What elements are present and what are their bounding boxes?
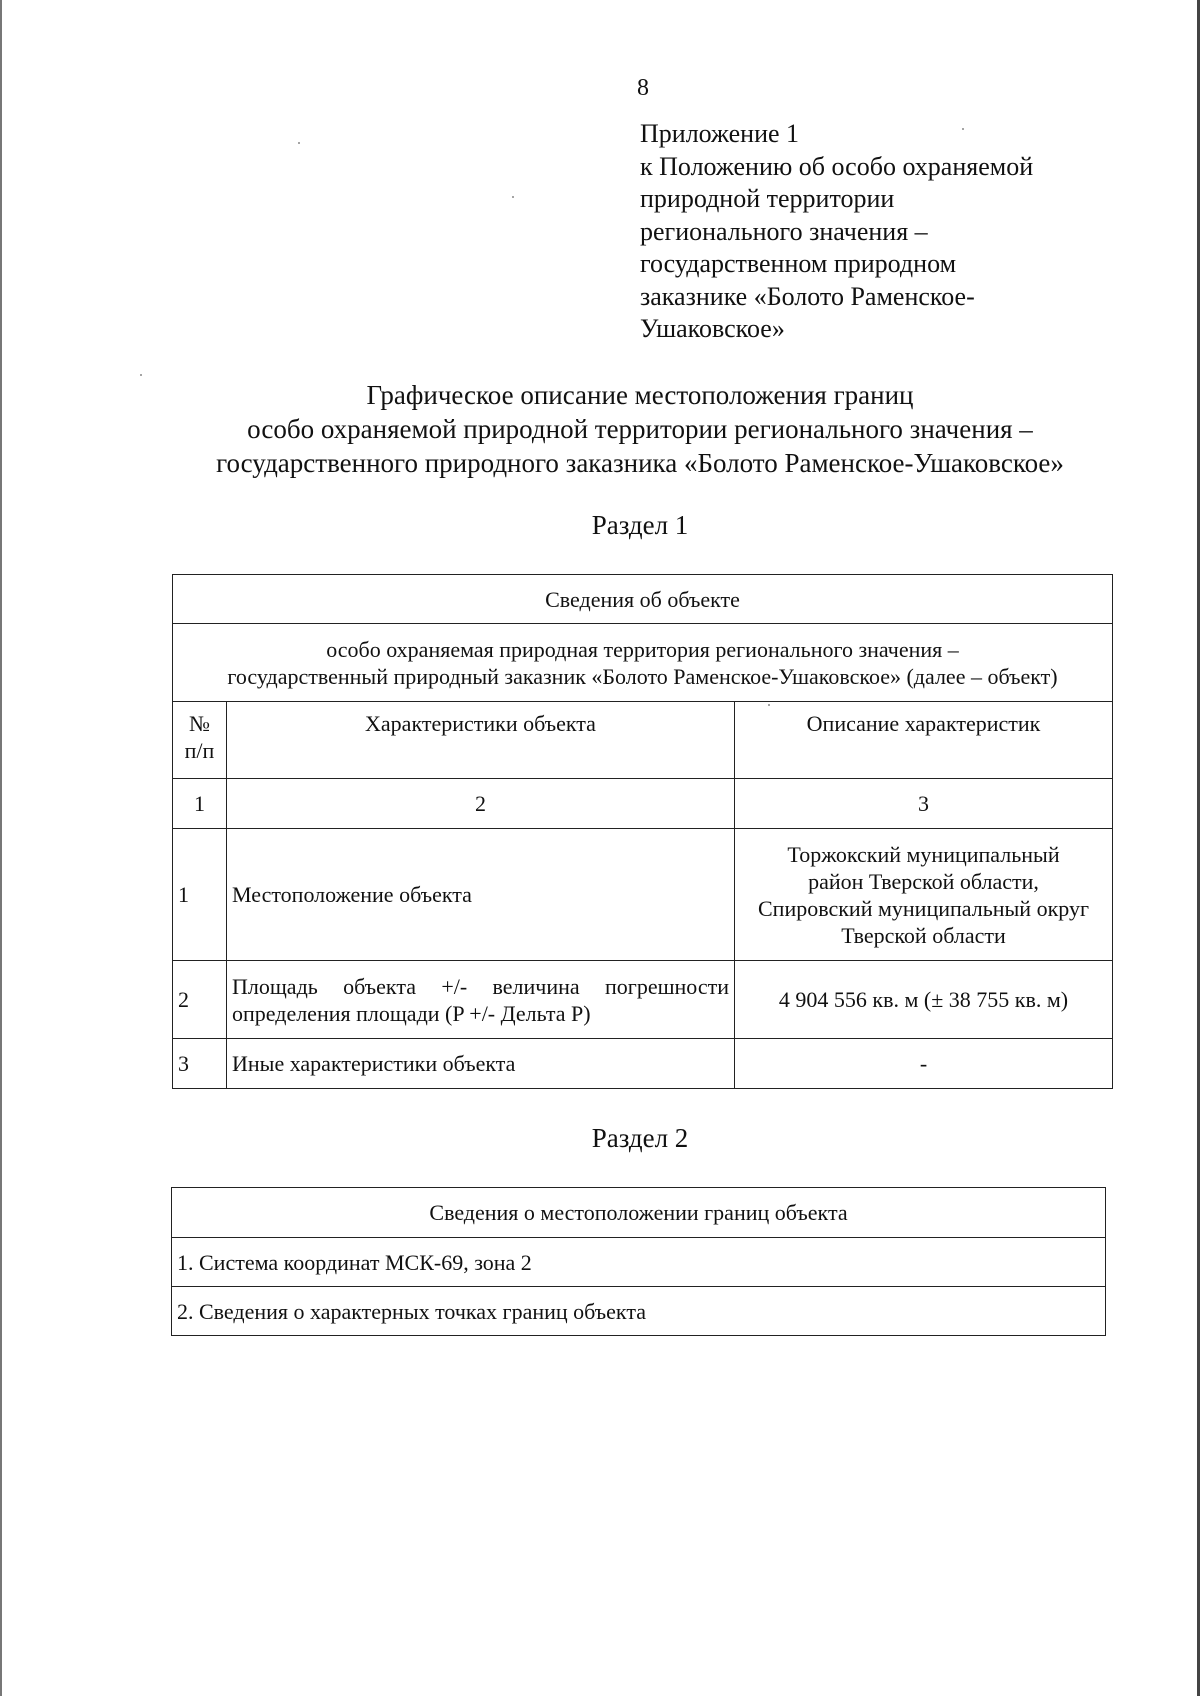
table-row xyxy=(172,1238,1106,1287)
title-line: государственного природного заказника «Болото Раменское-Ушаковское» xyxy=(216,448,1064,478)
table-row xyxy=(173,829,1113,961)
annex-line: заказнике «Болото Раменское- xyxy=(640,281,975,311)
section1-heading: Раздел 1 xyxy=(591,510,689,540)
scan-speck xyxy=(298,142,300,144)
annex-line: к Положению об особо охраняемой xyxy=(640,151,1034,181)
annex-line: государственном природном xyxy=(640,249,957,278)
table-header-row xyxy=(173,702,1113,779)
object-name-line: особо охраняемая природная территория регионального значения – xyxy=(326,636,959,662)
annex-line: Ушаковское» xyxy=(640,314,785,343)
column-numbers-row xyxy=(173,779,1113,829)
description-line: Торжокский муниципальный xyxy=(787,841,1060,867)
section2-heading: Раздел 2 xyxy=(591,1123,689,1153)
column-number: 2 xyxy=(227,779,735,829)
row-description xyxy=(735,829,1113,961)
row-number: 1 xyxy=(173,829,227,961)
table-row xyxy=(172,1188,1106,1238)
scan-speck xyxy=(512,196,514,198)
header-characteristics: Характеристики объекта xyxy=(227,702,735,779)
annex-line: Приложение 1 xyxy=(640,119,800,148)
object-info-table xyxy=(172,574,1113,1089)
boundary-info-table xyxy=(171,1187,1106,1336)
title-line: особо охраняемой природной территории регионального значения – xyxy=(247,414,1033,444)
table-row xyxy=(173,961,1113,1039)
row-characteristic: Иные характеристики объекта xyxy=(227,1039,735,1089)
table-row xyxy=(173,624,1113,702)
description-line: район Тверской области, xyxy=(808,868,1039,894)
header-description: Описание характеристик xyxy=(735,702,1113,779)
row-characteristic: Местоположение объекта xyxy=(227,829,735,961)
column-number: 1 xyxy=(173,779,227,829)
description-line: Спировский муниципальный округ xyxy=(758,895,1089,921)
document-title xyxy=(100,378,1180,480)
row-number: 2 xyxy=(173,961,227,1039)
title-line: Графическое описание местоположения границ xyxy=(366,380,914,410)
scan-edge-left xyxy=(0,0,2,1696)
description-line: Тверской области xyxy=(841,922,1006,948)
row-description: - xyxy=(735,1039,1113,1089)
boundary-info-item: 1. Система координат МСК-69, зона 2 xyxy=(172,1238,1106,1287)
table-row xyxy=(173,575,1113,624)
object-name-line: государственный природный заказник «Болото Раменское-Ушаковское» (далее – объект) xyxy=(227,663,1058,689)
column-number: 3 xyxy=(735,779,1113,829)
boundary-info-caption: Сведения о местоположении границ объекта xyxy=(172,1188,1106,1238)
header-number-line: № xyxy=(189,711,210,736)
page-number: 8 xyxy=(637,75,649,101)
header-number-line: п/п xyxy=(184,738,215,763)
scan-speck xyxy=(140,374,142,376)
table-row xyxy=(173,1039,1113,1089)
annex-reference xyxy=(640,118,1140,346)
object-info-caption: Сведения об объекте xyxy=(173,575,1113,624)
header-number xyxy=(173,702,227,779)
annex-line: регионального значения – xyxy=(640,216,928,246)
boundary-info-item: 2. Сведения о характерных точках границ объекта xyxy=(172,1287,1106,1336)
annex-line: природной территории xyxy=(640,184,895,213)
row-description: 4 904 556 кв. м (± 38 755 кв. м) xyxy=(735,961,1113,1039)
row-number: 3 xyxy=(173,1039,227,1089)
table-row xyxy=(172,1287,1106,1336)
row-characteristic: Площадь объекта +/- величина погрешности определения площади (P +/- Дельта P) xyxy=(227,961,735,1039)
object-name-cell xyxy=(173,624,1113,702)
